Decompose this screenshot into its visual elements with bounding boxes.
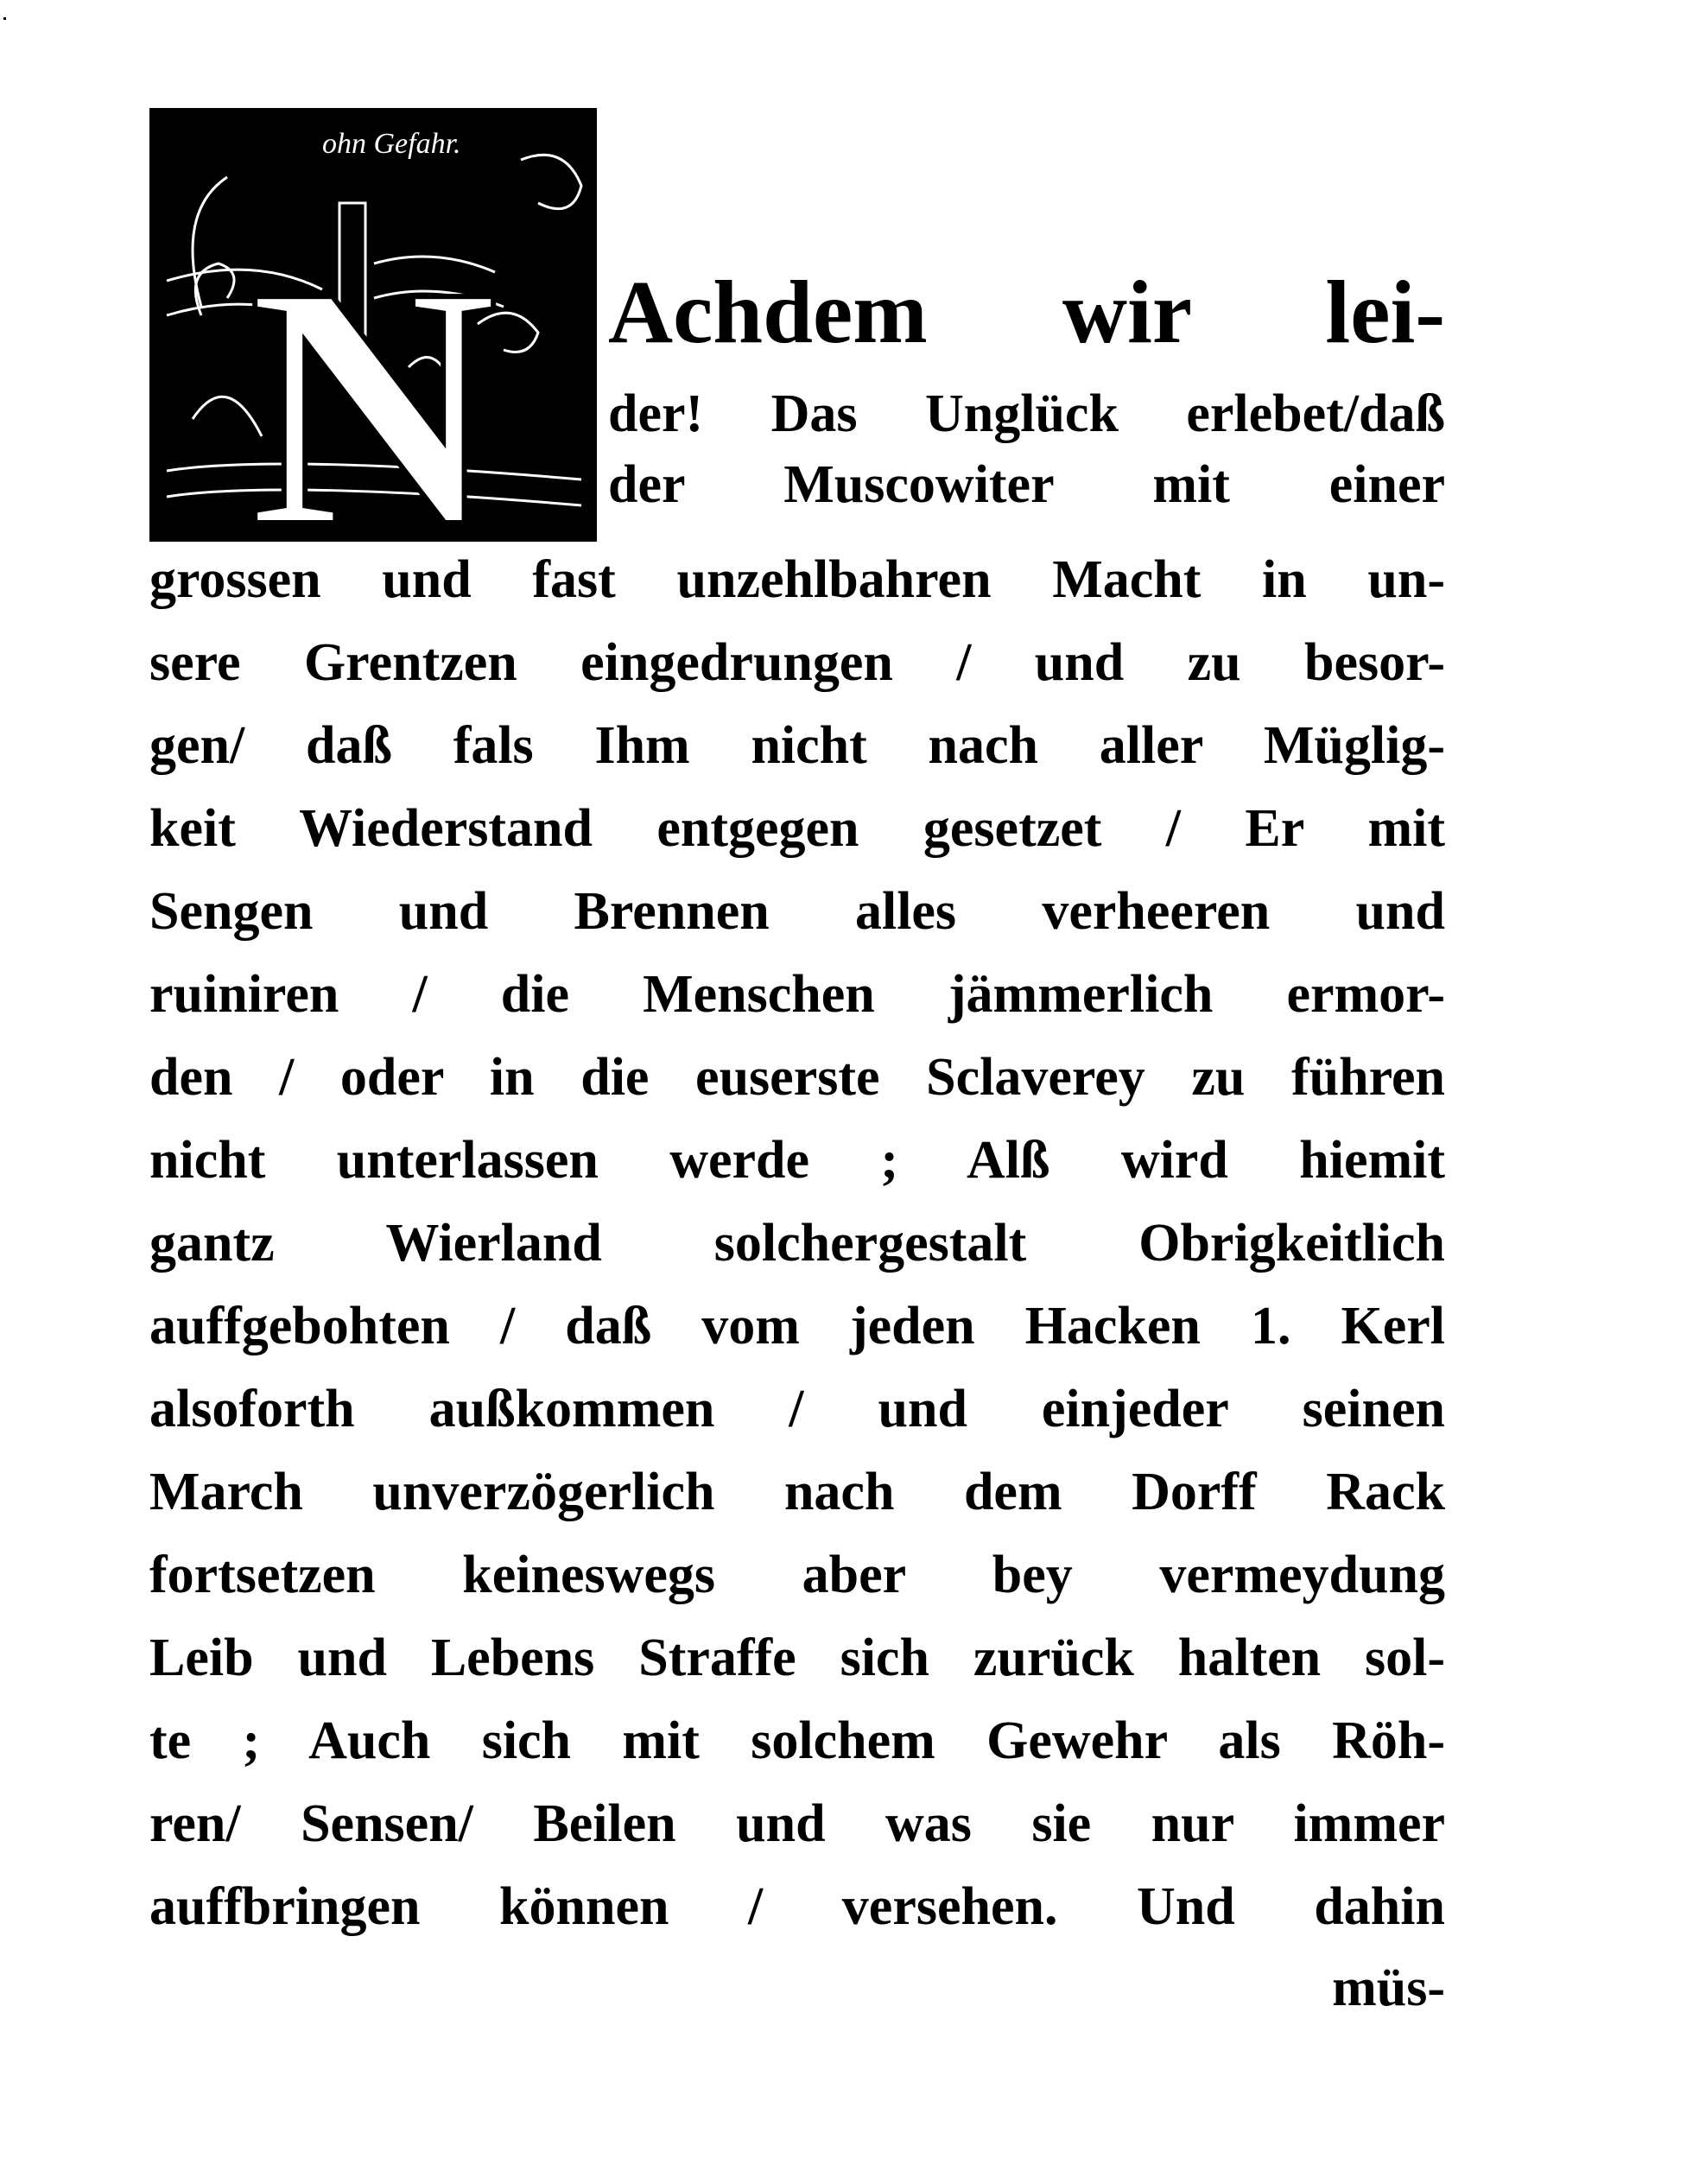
text-line-5: sere Grentzen eingedrungen / und zu besor-: [149, 633, 1445, 692]
text-line-20: auffbringen können / versehen. Und dahin: [149, 1877, 1445, 1936]
initial-letter-glyph: N: [248, 215, 498, 542]
text-line-17: Leib und Lebens Straffe sich zurück halten sol-: [149, 1628, 1445, 1687]
text-line-16: fortsetzen keineswegs aber bey vermeydung: [149, 1546, 1445, 1604]
decorated-initial-letter: [149, 108, 597, 542]
text-line-1: Achdem wir lei-: [608, 263, 1445, 362]
text-line-19: ren/ Sensen/ Beilen und was sie nur immer: [149, 1794, 1445, 1853]
text-line-3: der Muscowiter mit einer: [608, 455, 1445, 514]
text-line-15: March unverzögerlich nach dem Dorff Rack: [149, 1463, 1445, 1521]
text-line-8: Sengen und Brennen alles verheeren und: [149, 882, 1445, 941]
text-line-2: der! Das Unglück erlebet/daß: [608, 384, 1445, 443]
text-line-12: gantz Wierland solchergestalt Obrigkeitlich: [149, 1214, 1445, 1273]
text-line-7: keit Wiederstand entgegen gesetzet / Er mit: [149, 799, 1445, 858]
initial-banner-text: ohn Gefahr.: [322, 128, 461, 160]
text-line-10: den / oder in die euserste Sclaverey zu führen: [149, 1048, 1445, 1107]
text-line-13: auffgebohten / daß vom jeden Hacken 1. Kerl: [149, 1297, 1445, 1355]
catchword: müs-: [1332, 1959, 1445, 2017]
text-line-9: ruiniren / die Menschen jämmerlich ermor-: [149, 965, 1445, 1024]
text-line-18: te ; Auch sich mit solchem Gewehr als Röh-: [149, 1711, 1445, 1770]
text-line-14: alsoforth außkommen / und einjeder seinen: [149, 1380, 1445, 1438]
text-line-11: nicht unterlassen werde ; Alß wird hiemit: [149, 1131, 1445, 1190]
text-line-4: grossen und fast unzehlbahren Macht in un-: [149, 550, 1445, 609]
speck: [3, 17, 6, 20]
text-line-6: gen/ daß fals Ihm nicht nach aller Müglig-: [149, 716, 1445, 775]
